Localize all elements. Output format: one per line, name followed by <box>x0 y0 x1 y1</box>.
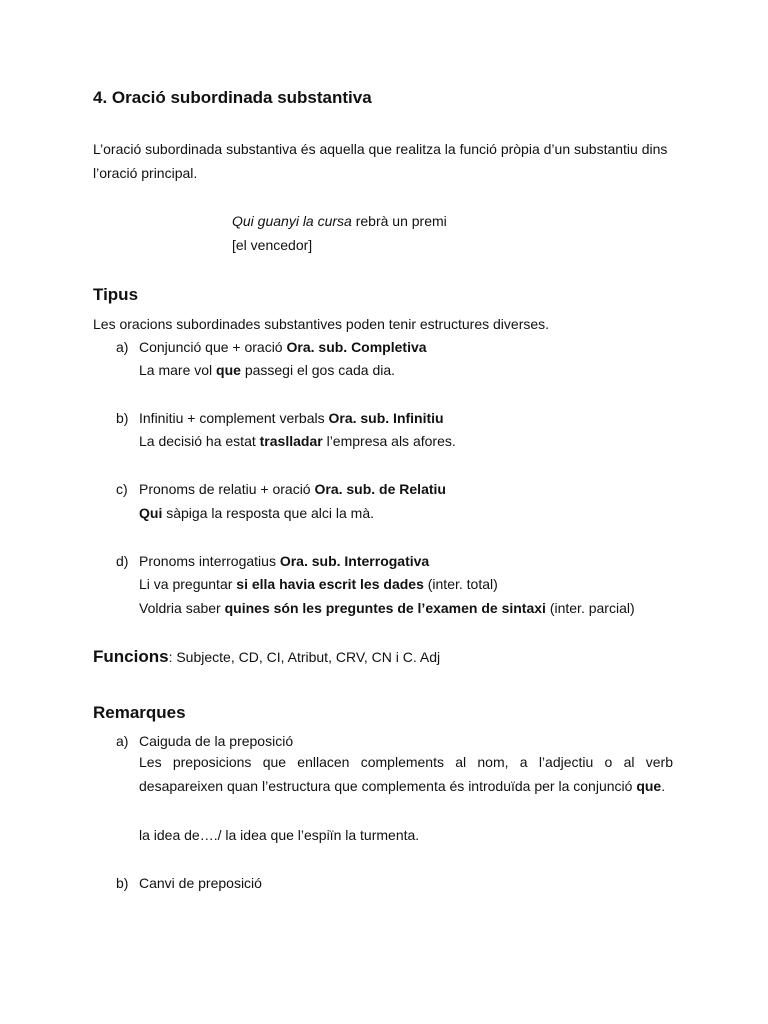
remarques-marker-a: a) <box>116 733 129 749</box>
list-marker-d: d) <box>116 553 129 569</box>
section-heading-remarques: Remarques <box>93 703 186 722</box>
list-marker-c: c) <box>116 481 128 497</box>
remarques-a-example: la idea de…./ la idea que l’espiïn la turmenta. <box>139 827 420 843</box>
tipus-lead: Les oracions subordinades substantives poden tenir estructures diverses. <box>93 316 550 332</box>
tipus-b-ex-pre: La decisió ha estat <box>139 433 260 449</box>
tipus-d-ex1-bold: si ella havia escrit les dades <box>236 576 424 592</box>
tipus-c-example <box>139 504 374 522</box>
example-sentence <box>232 212 447 230</box>
tipus-item-a <box>139 338 427 356</box>
tipus-d-bold: Ora. sub. Interrogativa <box>279 553 430 569</box>
tipus-c-ex-bold: Qui <box>139 505 163 521</box>
tipus-d-text: Pronoms interrogatius <box>139 553 280 569</box>
tipus-d-ex1-pre: Li va preguntar <box>139 576 237 592</box>
intro-line-1: L’oració subordinada substantiva és aquella que realitza la funció pròpia d’un substantiu dins <box>93 141 668 157</box>
example-note: [el vencedor] <box>232 237 313 253</box>
remarques-marker-b: b) <box>116 875 129 891</box>
tipus-item-d <box>139 552 429 570</box>
tipus-c-text: Pronoms de relatiu + oració <box>139 481 315 497</box>
section-heading-funcions: Funcions <box>93 647 169 666</box>
remarques-a-para-post: . <box>661 777 666 794</box>
tipus-d-ex2-bold: quines són les preguntes de l’examen de sintaxi <box>224 600 546 616</box>
tipus-d-example-1 <box>139 575 498 593</box>
remarques-b-title: Canvi de preposició <box>139 875 262 891</box>
tipus-a-ex-pre: La mare vol <box>139 362 217 378</box>
tipus-b-ex-post: l’empresa als afores. <box>322 433 456 449</box>
tipus-b-text: Infinitiu + complement verbals <box>139 410 329 426</box>
tipus-c-bold: Ora. sub. de Relatiu <box>314 481 446 497</box>
tipus-d-example-2 <box>139 599 635 617</box>
remarques-a-para-pre: Les preposicions que enllacen complements al nom, a l’adjectiu o al verb desapareixen quan l’estructura que complementa és introduïda per la conjunció <box>139 754 673 794</box>
remarques-a-title: Caiguda de la preposició <box>139 733 294 749</box>
tipus-item-b <box>139 409 444 427</box>
tipus-a-ex-post: passegi el gos cada dia. <box>240 362 396 378</box>
tipus-item-c <box>139 480 446 498</box>
page-title: 4. Oració subordinada substantiva <box>93 88 372 107</box>
tipus-d-ex2-pre: Voldria saber <box>139 600 225 616</box>
tipus-c-ex-post: sàpiga la resposta que alci la mà. <box>162 505 375 521</box>
intro-line-2: l’oració principal. <box>93 165 198 181</box>
tipus-b-bold: Ora. sub. Infinitiu <box>328 410 444 426</box>
funcions-text: : Subjecte, CD, CI, Atribut, CRV, CN i C. Adj <box>168 649 441 665</box>
example-italic: Qui guanyi la cursa <box>232 213 352 229</box>
funcions-line <box>93 647 440 667</box>
tipus-d-ex2-post: (inter. parcial) <box>545 600 635 616</box>
tipus-a-bold: Ora. sub. Completiva <box>286 339 427 355</box>
list-marker-b: b) <box>116 410 129 426</box>
example-rest: rebrà un premi <box>351 213 447 229</box>
tipus-a-example <box>139 361 395 379</box>
tipus-b-ex-bold: traslladar <box>259 433 323 449</box>
tipus-a-ex-bold: que <box>216 362 241 378</box>
tipus-d-ex1-post: (inter. total) <box>423 576 498 592</box>
remarques-a-paragraph <box>139 751 673 798</box>
tipus-a-text: Conjunció que + oració <box>139 339 287 355</box>
tipus-b-example <box>139 432 456 450</box>
remarques-a-para-bold: que <box>636 777 662 794</box>
list-marker-a: a) <box>116 339 129 355</box>
section-heading-tipus: Tipus <box>93 285 139 304</box>
